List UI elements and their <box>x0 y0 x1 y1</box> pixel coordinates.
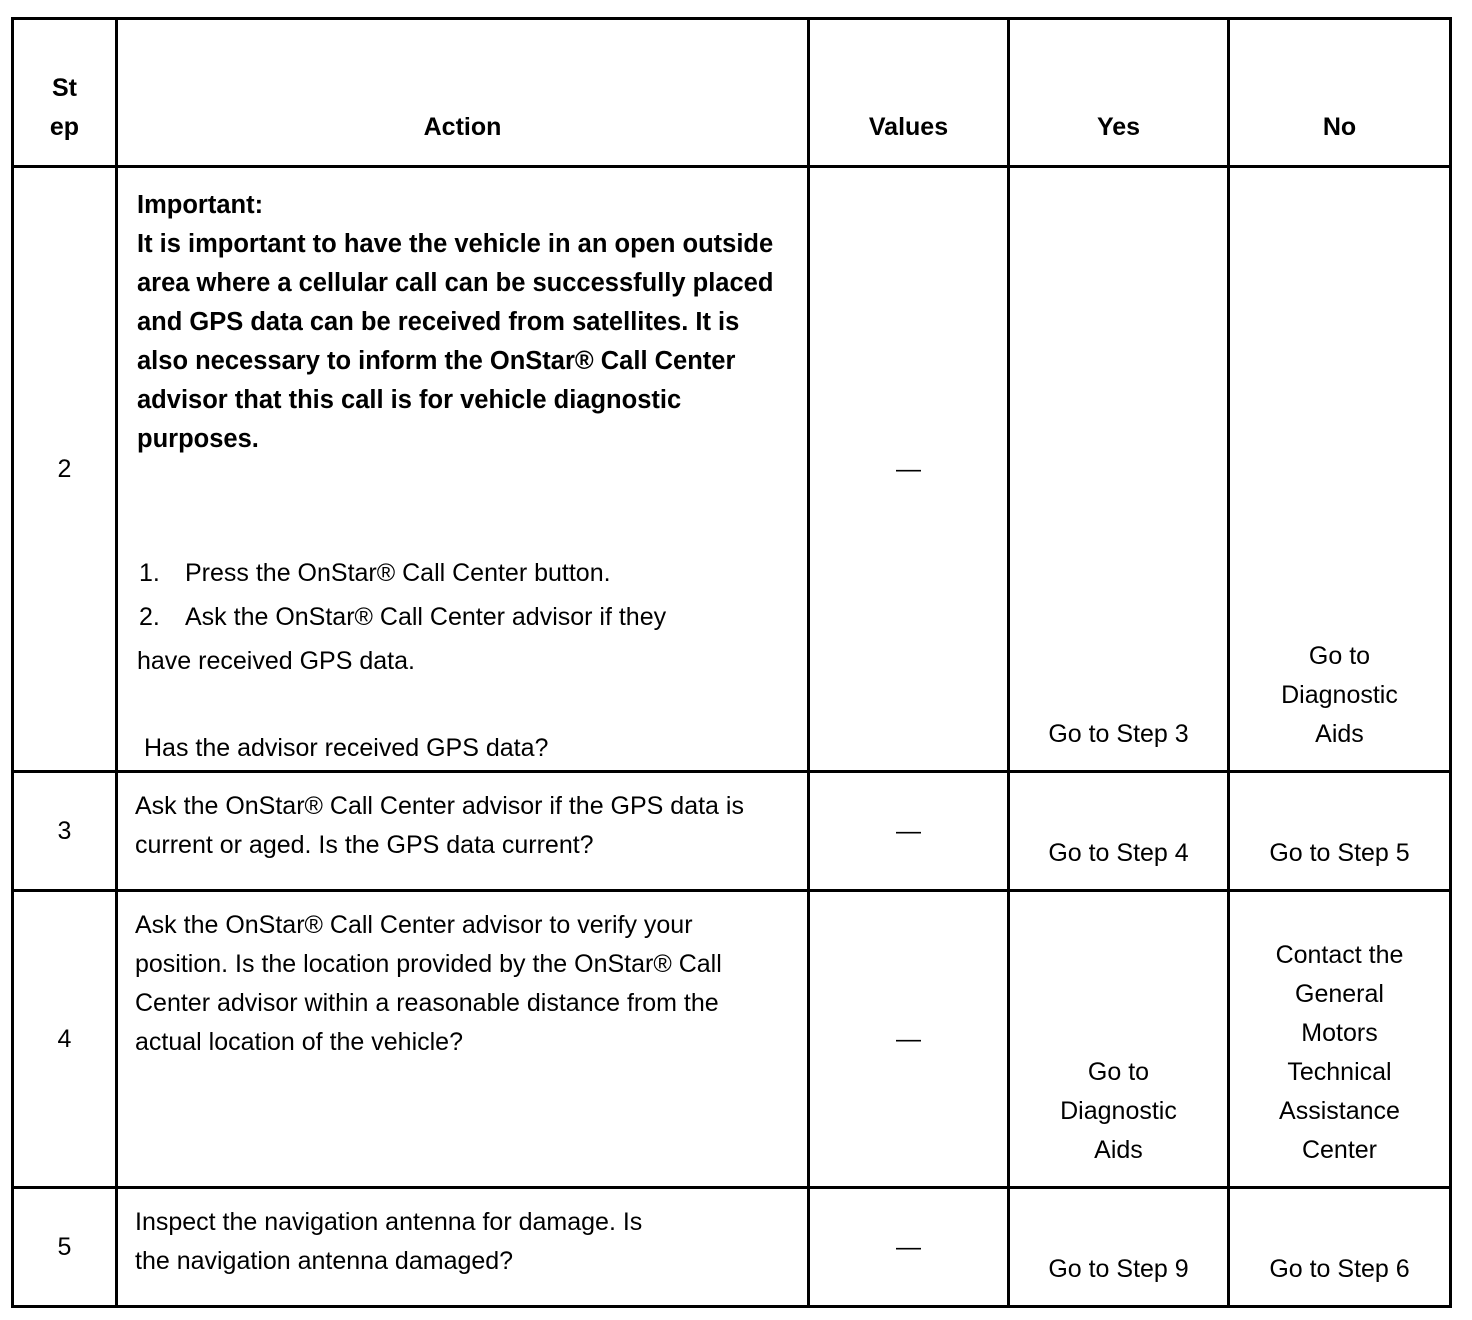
yes-cell: Go to Step 9 <box>1009 1188 1229 1307</box>
table-row <box>13 1188 1451 1307</box>
values-cell: — <box>809 772 1009 891</box>
action-cell <box>117 1188 809 1307</box>
no-cell: Go to Step 5 <box>1229 772 1451 891</box>
step-number: 5 <box>13 1188 117 1307</box>
yes-cell-line: Go to <box>1087 1058 1150 1086</box>
table-row <box>13 167 1451 772</box>
list-item-number: 1. <box>139 559 160 587</box>
yes-cell: Go to Step 4 <box>1009 772 1229 891</box>
no-cell-line: Center <box>1301 1136 1378 1164</box>
action-cell: Ask the OnStar® Call Center advisor if the GPS data is current or aged. Is the GPS data current? <box>117 772 809 891</box>
yes-cell-line: Diagnostic <box>1060 1097 1177 1125</box>
table-row <box>13 891 1451 1188</box>
yes-cell: Go to Step 3 <box>1009 167 1229 772</box>
yes-cell-line: Aids <box>1094 1136 1143 1164</box>
values-cell: — <box>809 1188 1009 1307</box>
header-action: Action <box>117 19 809 167</box>
no-cell <box>1229 891 1451 1188</box>
action-line: Inspect the navigation antenna for damage. Is <box>135 1208 643 1236</box>
action-cell: Ask the OnStar® Call Center advisor to verify your position. Is the location provided by the OnStar® Call Center advisor within a reasonable distance from the actual location of the vehicle? <box>117 891 809 1188</box>
no-cell-line: General <box>1295 980 1384 1008</box>
list-continuation: have received GPS data. <box>137 647 415 675</box>
list-item <box>137 595 791 639</box>
list-item-text: Press the OnStar® Call Center button. <box>185 559 611 587</box>
no-cell-line: Technical <box>1287 1058 1392 1086</box>
list-item <box>137 551 791 595</box>
diagnostic-table <box>11 17 1452 1308</box>
header-step-line: St <box>52 74 77 102</box>
no-cell <box>1229 167 1451 772</box>
header-yes: Yes <box>1009 19 1229 167</box>
values-cell: — <box>809 891 1009 1188</box>
yes-cell <box>1009 891 1229 1188</box>
no-cell-line: Assistance <box>1279 1097 1400 1125</box>
question: Has the advisor received GPS data? <box>144 734 549 762</box>
action-cell <box>117 167 809 772</box>
header-no: No <box>1229 19 1451 167</box>
no-cell-line: Motors <box>1301 1019 1378 1047</box>
step-number: 4 <box>13 891 117 1188</box>
action-line: the navigation antenna damaged? <box>135 1247 514 1275</box>
list-item-text: Ask the OnStar® Call Center advisor if they <box>185 603 667 631</box>
table-row <box>13 772 1451 891</box>
important-note: It is important to have the vehicle in an open outside area where a cellular call can be successfully placed and GPS data can be received from satellites. It is also necessary to inform the OnStar® Call Center advisor that this call is for vehicle diagnostic purposes. <box>137 230 774 453</box>
header-step <box>13 19 117 167</box>
values-cell: — <box>809 167 1009 772</box>
header-values: Values <box>809 19 1009 167</box>
header-step-line: ep <box>49 113 80 141</box>
no-cell-line: Contact the <box>1275 941 1404 969</box>
no-cell-line: Aids <box>1315 720 1364 748</box>
list-item-number: 2. <box>139 603 160 631</box>
header-row <box>13 19 1451 167</box>
step-number: 3 <box>13 772 117 891</box>
no-cell: Go to Step 6 <box>1229 1188 1451 1307</box>
important-label: Important: <box>137 191 264 219</box>
step-number: 2 <box>13 167 117 772</box>
no-cell-line: Diagnostic <box>1281 681 1398 709</box>
no-cell-line: Go to <box>1308 642 1371 670</box>
